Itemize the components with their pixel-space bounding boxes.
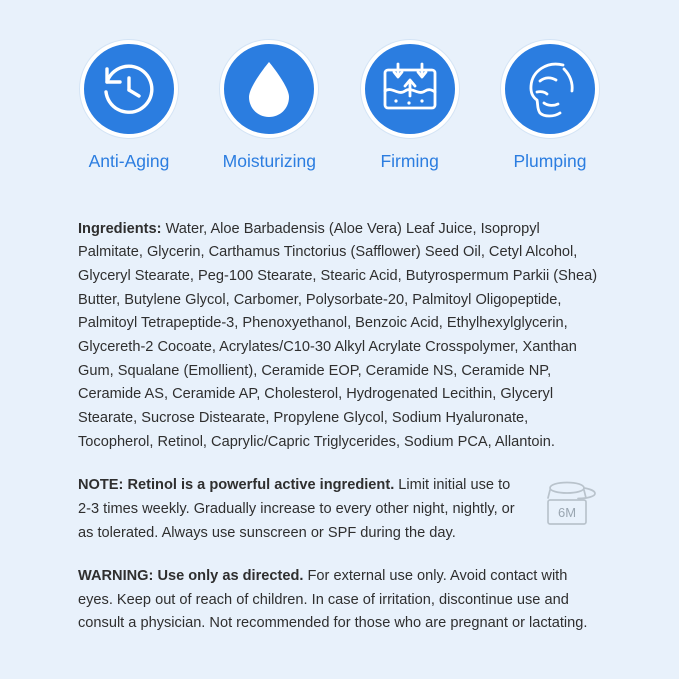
benefit-moisturizing [208,40,330,171]
water-drop-icon [220,40,318,138]
pao-label: 6M [557,505,577,521]
benefit-label: Plumping [513,151,587,171]
benefit-anti-aging [68,40,190,171]
face-profile-icon [501,40,599,138]
note-paragraph [78,474,601,545]
warning-text: For external use only. Avoid contact with eyes. Keep out of reach of children. In case of irritation, discontinue use and consult a physician. Not recommended for those who are pregnant or lactating. [78,568,588,632]
period-after-opening-jar-icon [537,480,601,530]
ingredients-paragraph [78,218,601,454]
benefit-firming [349,40,471,171]
benefit-label: Moisturizing [222,151,317,171]
ingredients-heading: Ingredients: [78,220,162,237]
ingredients-list: Water, Aloe Barbadensis (Aloe Vera) Leaf Juice, Isopropyl Palmitate, Glycerin, Carthamus Tinctorius (Safflower) Seed Oil, Cetyl Alcohol, Glyceryl Stearate, Peg-100 Stearate, Stearic Acid, Butyrospermum Parkii (Shea) Butter, Butylene Glycol, Carbomer, Polysorbate-20, Palmitoyl Oligopeptide, Palmitoyl Tetrapeptide-3, Phenoxyethanol, Benzoic Acid, Ethylhexylglycerin, Glycereth-2 Cocoate, Acrylates/C10-30 Alkyl Acrylate Crosspolymer, Xanthan Gum, Squalane (Emollient), Ceramide EOP, Ceramide NS, Ceramide NP, Ceramide AS, Ceramide AP, Cholesterol, Hydrogenated Lecithin, Glyceryl Stearate, Sucrose Distearate, Propylene Glycol, Sodium Hyaluronate, Tocopherol, Retinol, Caprylic/Capric Triglycerides, Sodium PCA, Allantoin. [78,220,598,450]
note-heading: NOTE: Retinol is a powerful active ingredient. [78,477,395,494]
warning-heading: WARNING: Use only as directed. [78,568,304,585]
benefit-plumping [489,40,611,171]
note-text: Limit initial use to 2-3 times weekly. Gradually increase to every other night, nightly, or as tolerated. Always use sunscreen or SPF during the day. [78,477,515,541]
benefits-row [0,0,679,171]
benefit-label: Anti-Aging [88,151,170,171]
warning-paragraph [78,565,601,636]
label-text-content [0,171,679,636]
clock-rewind-icon [80,40,178,138]
benefit-label: Firming [380,151,439,171]
skin-lift-arrows-icon [361,40,459,138]
